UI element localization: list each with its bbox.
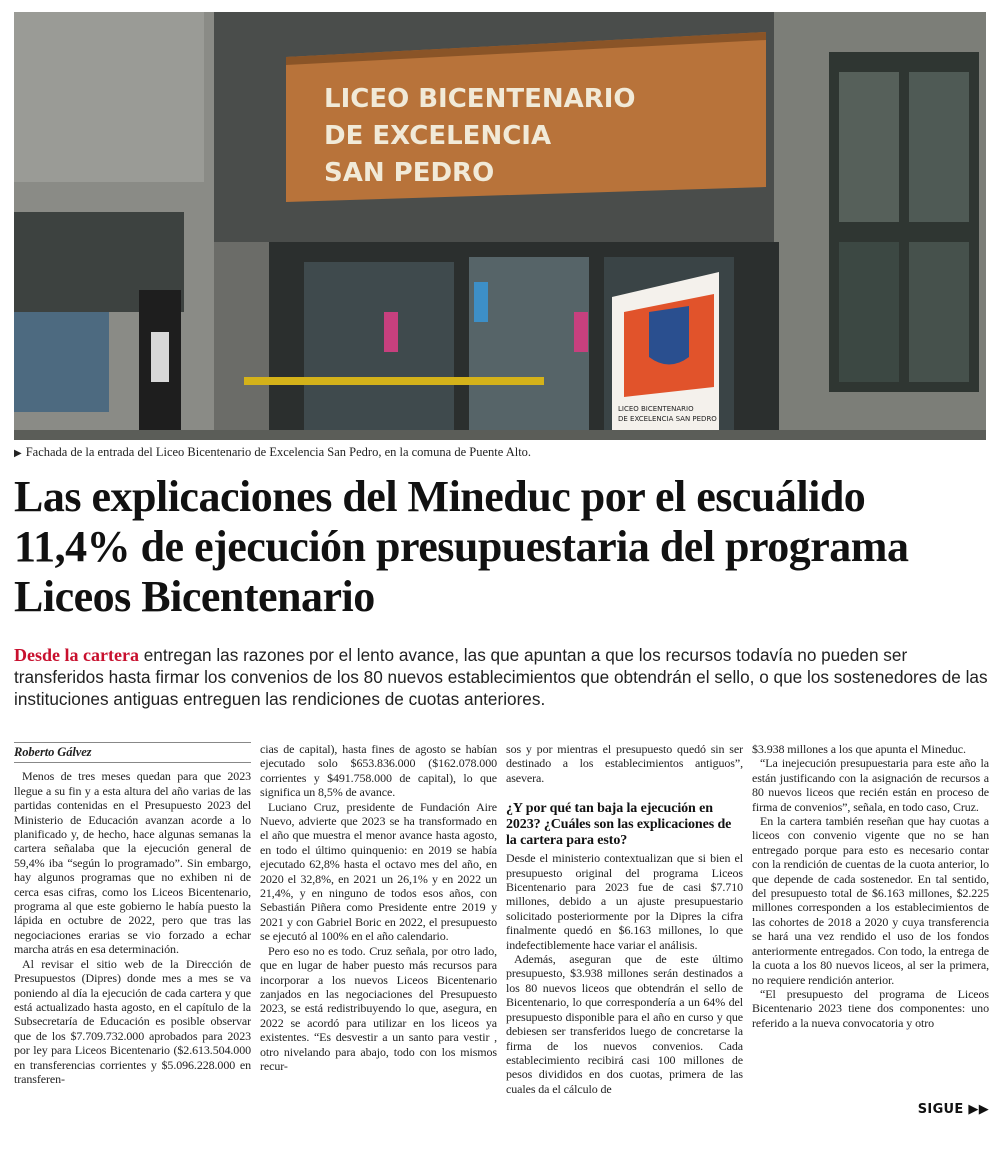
photo-caption [14, 445, 531, 460]
headline: Las explicaciones del Mineduc por el escuálido 11,4% de ejecución presupuestaria del programa Liceos Bicentenario [14, 472, 909, 621]
body-paragraph: Menos de tres meses quedan para que 2023 llegue a su fin y a esta altura del año varias de las partidas contenidas en el Presupuesto 2023 del Ministerio de Educación avanzan acorde a lo planificado y, de hecho, hace algunas semanas la cartera señalaba que la ejecución general de 59,4% iba “según lo programado”. Sin embargo, hay algunos programas que no exhiben ni de cerca esas cifras, como los Liceos Bicentenario, programa al que este gobierno le había puesto la lápida en octubre de 2022, pero que tras las negociaciones erarias se vio forzado a echar marcha atrás en esa determinación. [14, 769, 251, 957]
column-1 [14, 742, 251, 1086]
subheading: ¿Y por qué tan baja la ejecución en 2023? ¿Cuáles son las explicaciones de la cartera para esto? [506, 801, 732, 849]
caption-text: Fachada de la entrada del Liceo Bicentenario de Excelencia San Pedro, en la comuna de Puente Alto. [25, 445, 532, 459]
continue-marker: SIGUE ▶▶ [917, 1102, 989, 1118]
body-paragraph: Pero eso no es todo. Cruz señala, por otro lado, que en lugar de haber puesto más recursos para incorporar a los nuevos Liceos Bicentenario zanjados en las negociaciones del Presupuesto 2023, se está redistribuyendo lo que, asegura, en 2022 se acordó para utilizar en los liceos ya existentes. “Es desvestir a un santo para vestir , otro nivelando para abajo, todo con los mismos recur- [260, 943, 497, 1073]
article-columns [14, 742, 989, 1096]
sign-line-3: SAN PEDRO [324, 158, 495, 188]
body-paragraph: Además, aseguran que de este último presupuesto, $3.938 millones serán destinados a los 80 nuevos liceos que obtendrán el sello de Bicentenario, lo que correspondería a un 64% del presupuesto disponible para el año en curso y que debiesen ser transferidos luego de concretarse la firma de los nuevos convenios. Cada establecimiento recibirá casi 100 millones de pesos divididos en dos cuotas, primera de las cuales da el cálculo de [506, 952, 743, 1096]
school-facade-image [14, 12, 986, 440]
lead-text: entregan las razones por el lento avance, las que apuntan a que los recursos todavía no pueden ser transferidos hasta firmar los convenios de los 80 nuevos establecimientos que obtendrán el sello, o que los sostenedores de las instituciones antiguas entreguen las rendiciones de cuotas anteriores. [14, 645, 988, 709]
sign-line-1: LICEO BICENTENARIO [324, 84, 636, 114]
body-paragraph: “La inejecución presupuestaria para este año la están justificando con la asignación de recursos a 80 nuevos liceos que recién están en proceso de firma de convenios”, señala, en todo caso, Cruz. [752, 756, 989, 814]
body-paragraph: sos y por mientras el presupuesto quedó sin ser destinado a los establecimientos antiguos”, asevera. [506, 742, 743, 785]
body-paragraph: “El presupuesto del programa de Liceos Bicentenario 2023 tiene dos componentes: uno referido a la nueva convocatoria y otro [752, 986, 989, 1030]
column-2 [260, 742, 497, 1073]
lead-paragraph [14, 644, 989, 710]
body-paragraph: Al revisar el sitio web de la Dirección de Presupuestos (Dipres) donde mes a mes se va poniendo al día la ejecución de cada cartera y que está actualizado hasta agosto, en el capítulo de la Subsecretaría de Educación es posible observar que de los $7.709.732.000 aprobados para 2023 por ley para Liceos Bicentenario ($2.613.504.000 en transferencias corrientes y $5.096.228.000 en transferen- [14, 956, 251, 1086]
lead-kicker: Desde la cartera [14, 645, 139, 665]
body-paragraph: $3.938 millones a los que apunta el Mineduc. [752, 742, 966, 756]
column-4 [752, 742, 989, 1030]
body-paragraph: Desde el ministerio contextualizan que si bien el presupuesto original del programa Liceos Bicentenario para 2023 fue de casi $7.710 millones, debido a un ajuste presupuestario solicitado posteriormente por la Dipres la cifra finalmente quedó en $6.163 millones, lo que indefectiblemente hace variar el análisis. [506, 851, 743, 952]
sign-line-2: DE EXCELENCIA [324, 121, 552, 151]
column-3 [506, 742, 743, 1096]
caption-marker-icon: ▶ [14, 448, 22, 459]
body-paragraph: cias de capital), hasta fines de agosto se habían ejecutado solo $653.836.000 ($162.078.000 corrientes y $491.758.000 de capital), lo que significa un 8,5% de avance. [260, 742, 497, 800]
byline: Roberto Gálvez [14, 742, 251, 763]
body-paragraph: En la cartera también reseñan que hay cuotas a liceos con convenio vigente que no se han entregado porque para esto es necesario contar con la rendición de cuentas de la cuota anterior, lo que depende de cada sostenedor. En tal sentido, del presupuesto total de $6.163 millones, $2.225 millones corresponden a los establecimientos de las cohortes de 2018 a 2020 y cuya transferencia se hará una vez rendido el uso de los fondos anteriormente entregados. Con todo, la entrega de la cuota a los 80 nuevos liceos, al ser la primera, no requiere rendición anterior. [752, 814, 989, 987]
article-photo [14, 12, 986, 440]
banner-line-2: DE EXCELENCIA SAN PEDRO [618, 415, 717, 423]
banner-line-1: LICEO BICENTENARIO [618, 405, 694, 413]
article-body [14, 472, 989, 1117]
body-paragraph: Luciano Cruz, presidente de Fundación Aire Nuevo, advierte que 2023 se ha transformado en el año que muestra el menor avance hasta agosto, en todo el último quinquenio: en 2019 se había ejecutado 62,8% hasta el octavo mes del año, en 2020 el 32,8%, en 2021 un 26,1% y en 2022 un 21,4%, y en ninguno de todos esos años, con Sebastián Piñera como Presidente entre 2019 y 2021 y con Gabriel Boric en 2022, el presupuesto se ejecutó al 100% en el año calendario. [260, 799, 497, 944]
